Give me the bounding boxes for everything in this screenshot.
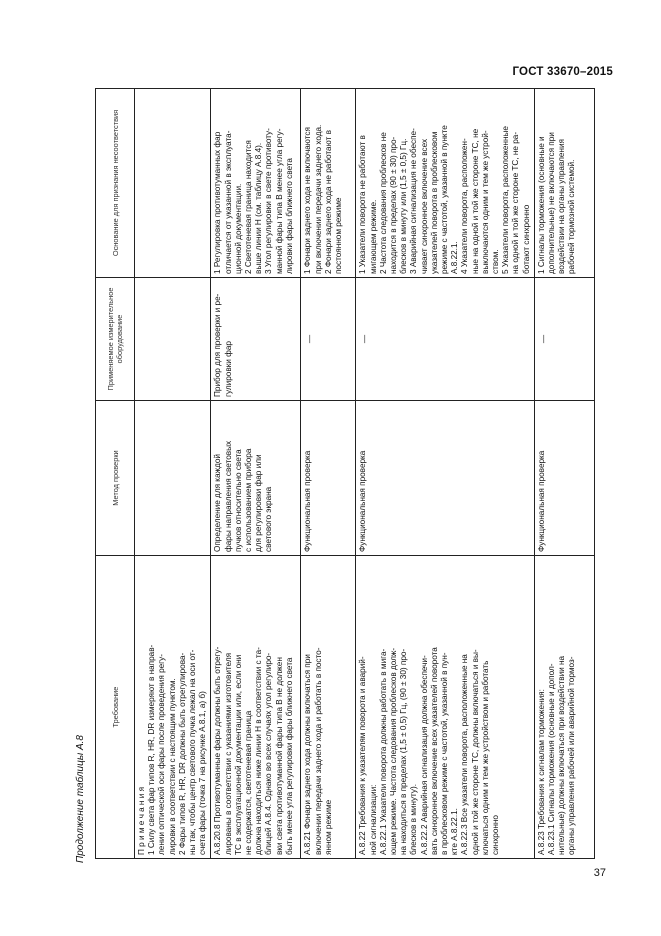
cell-line: А.8.22 Требования к указателям поворота и аварий- — [358, 656, 368, 855]
cell-line: Функциональная проверка — [536, 450, 546, 552]
cell-line: Определение для каждой — [213, 453, 223, 552]
cell-line: лированы в соответствии с указаниями изготовителя — [223, 652, 233, 855]
cell-line: отличается от указанной в эксплуата- — [223, 130, 233, 274]
cell-basis — [534, 89, 594, 278]
cell-line: — — [305, 334, 315, 344]
col-header-equipment: Применяемое измерительное оборудование — [96, 278, 135, 401]
cell-line: пучков относительно света — [233, 449, 243, 552]
cell-equipment — [135, 278, 211, 401]
cell-line: ством. — [491, 249, 501, 274]
table-body — [135, 89, 595, 859]
cell-line: светового экрана — [264, 486, 274, 552]
cell-line: одной и той же стороне ТС, должны включаться и вы- — [470, 649, 480, 855]
cell-line: А.8.20.8 Противотуманные фары должны быть отрегу- — [213, 646, 223, 855]
cell-line: блесков в минуту или (1,5 ± 0,5) Гц. — [399, 138, 409, 274]
cell-line: А.8.22.1. — [450, 241, 460, 274]
cell-line: выключаются одним и тем же устрой- — [480, 130, 490, 274]
cell-basis — [211, 89, 301, 278]
cell-equipment — [211, 278, 301, 401]
cell-line: указателей поворота в проблесковом — [429, 131, 439, 274]
cell-line: воздействии на органы управления — [557, 139, 567, 274]
cell-line: фары направления световых — [223, 440, 233, 552]
cell-line: в проблесковом режиме с частотой, указанной в пун- — [440, 652, 450, 855]
cell-line: для регулировки фар или — [254, 454, 264, 552]
cell-basis — [135, 89, 211, 278]
rotated-content — [75, 89, 577, 863]
cell-line: рабочей тормозной системой. — [567, 159, 577, 274]
cell-method — [356, 401, 534, 556]
cell-line: А.8.23 Требования к сигналам торможения: — [536, 689, 546, 855]
table-row — [356, 89, 534, 859]
table-row — [135, 89, 211, 859]
cell-line: Функциональная проверка — [358, 450, 368, 552]
rotated-table-area — [75, 89, 577, 863]
cell-equipment — [534, 278, 594, 401]
cell-line: А.8.22.2 Аварийная сигнализация должна обеспечи- — [419, 655, 429, 855]
cell-method — [534, 401, 594, 556]
table-header-row — [96, 89, 135, 859]
cell-line: при включении передачи заднего хода. — [313, 124, 323, 274]
cell-line: мигающем режиме. — [368, 199, 378, 274]
cell-line: нительные) должны включаться при воздействии на — [557, 655, 567, 855]
table-row — [211, 89, 301, 859]
cell-line: включении передачи заднего хода и работать в посто- — [313, 647, 323, 855]
cell-line: постоянном режиме — [334, 197, 344, 274]
cell-line: ключаться одним и тем же устройством и работать — [480, 660, 490, 855]
cell-line: Функциональная проверка — [303, 450, 313, 552]
cell-line: 2 Фонари заднего хода не работают в — [323, 130, 333, 274]
cell-line: ны так, чтобы центр светового пучка лежал на оси от- — [188, 649, 198, 855]
cell-line: лировки в соответствии с настоящим пунктом. — [167, 678, 177, 855]
cell-line: 2 Фары типов R, HR, DR должны быть отрегулирова- — [177, 652, 187, 855]
standard-designation: ГОСТ 33670–2015 — [512, 66, 613, 78]
cell-line: блесков в минуту). — [409, 784, 419, 855]
cell-line: манной фары типа В менее угла регу- — [274, 128, 284, 274]
page-number: 37 — [593, 867, 606, 879]
cell-line: ционной документации. — [233, 183, 243, 274]
cell-line: с использованием прибора — [244, 448, 254, 552]
cell-line: П р и м е ч а н и я — [137, 786, 146, 855]
table-row — [301, 89, 356, 859]
cell-line: янном режиме — [323, 799, 333, 855]
cell-line: ТС в эксплуатационной документации или, если они — [233, 654, 243, 855]
cell-line: 1 Указатели поворота не работают в — [358, 135, 368, 274]
cell-line: 3 Угол регулировки в свете противоту- — [264, 128, 274, 274]
cell-line: А.8.23.1 Сигналы торможения (основные и допол- — [547, 663, 557, 855]
cell-line: 1 Фонари заднего хода не включаются — [303, 127, 313, 274]
cell-requirement — [356, 556, 534, 859]
cell-line: кте А.8.22.1. — [450, 808, 460, 855]
cell-method — [211, 401, 301, 556]
cell-line: ющем режиме. Частота следования проблесков долж- — [389, 647, 399, 855]
requirements-table — [95, 88, 595, 859]
cell-line: ные на одной и той же стороне ТС, не — [470, 128, 480, 274]
cell-line: лении оптической оси фары после проведения регу- — [157, 654, 167, 855]
cell-line: 4 Указатели поворота, расположен- — [460, 138, 470, 274]
cell-line: должна находиться ниже линии Н в соответствии с та- — [254, 647, 264, 855]
cell-requirement — [135, 556, 211, 859]
cell-line: 1 Сигналы торможения (основные и — [536, 136, 546, 274]
cell-line: режиме с частотой, указанной в пункте — [440, 125, 450, 274]
cell-line: ботают синхронно — [521, 204, 531, 274]
col-header-requirement: Требование — [96, 556, 135, 859]
cell-line: находится в пределах (90 ± 30) про- — [389, 136, 399, 274]
cell-line: гулировки фар — [223, 341, 233, 397]
col-header-basis: Основание для признания несоответствия — [96, 89, 135, 278]
cell-requirement — [534, 556, 594, 859]
cell-line: блицей А.8.4. Однако во всех случаях угол регулиро- — [264, 652, 274, 855]
cell-line: синхронно — [491, 815, 501, 855]
cell-line: счета фары (точка 7 на рисунке А.8.1, а) б) — [198, 691, 208, 855]
cell-line: чивает синхронное включение всех — [419, 138, 429, 274]
cell-basis — [301, 89, 356, 278]
cell-line: 1 Регулировка противотуманных фар — [213, 131, 223, 274]
table-caption: Продолжение таблицы А.8 — [75, 735, 86, 863]
cell-line: вки света противотуманной фары типа В не должен — [274, 657, 284, 855]
cell-basis — [356, 89, 534, 278]
cell-line: А.8.22.1 Указатели поворота должны работать в мига- — [378, 648, 388, 855]
cell-line: А.8.22.3 Все указатели поворота, расположенные на — [460, 654, 470, 855]
cell-requirement — [211, 556, 301, 859]
cell-line: 1 Силу света фар типов R, HR, DR измеряют в направ- — [147, 644, 157, 855]
cell-line: Прибор для проверки и ре- — [213, 293, 223, 397]
cell-requirement — [301, 556, 356, 859]
cell-line: лировки фары ближнего света — [284, 158, 294, 274]
cell-line: 2 Частота следования проблесков не — [378, 132, 388, 274]
cell-method — [135, 401, 211, 556]
cell-line: — — [360, 334, 370, 344]
cell-line: ной сигнализации: — [368, 784, 378, 855]
cell-line: 2 Светотеневая граница находится — [244, 140, 254, 274]
cell-line: 5 Указатели поворота, расположенные — [501, 126, 511, 274]
cell-method — [301, 401, 356, 556]
cell-line: 3 Аварийная сигнализация не обеспе- — [409, 128, 419, 274]
cell-line: дополнительные) не включаются при — [547, 132, 557, 274]
cell-line: не содержатся, светотеневая граница — [244, 710, 254, 855]
cell-line: — — [538, 334, 548, 344]
cell-line: на находиться в пределах (1,5 ± 0,5) Гц, (90 ± 30) про- — [399, 648, 409, 855]
cell-line: А.8.21 Фонари заднего хода должны включаться при — [303, 654, 313, 855]
cell-equipment — [301, 278, 356, 401]
cell-line: на одной и той же стороне ТС, не ра- — [511, 131, 521, 274]
cell-line: выше линии Н (см. таблицу А.8.4). — [254, 142, 264, 274]
cell-line: органы управления рабочей или аварийной тормоз- — [567, 656, 577, 855]
table-row — [534, 89, 594, 859]
col-header-method: Метод проверки — [96, 401, 135, 556]
cell-line: вать синхронное включение всех указателей поворота — [429, 647, 439, 855]
cell-line: быть менее угла регулировки фары ближнего света — [284, 657, 294, 855]
cell-equipment — [356, 278, 534, 401]
